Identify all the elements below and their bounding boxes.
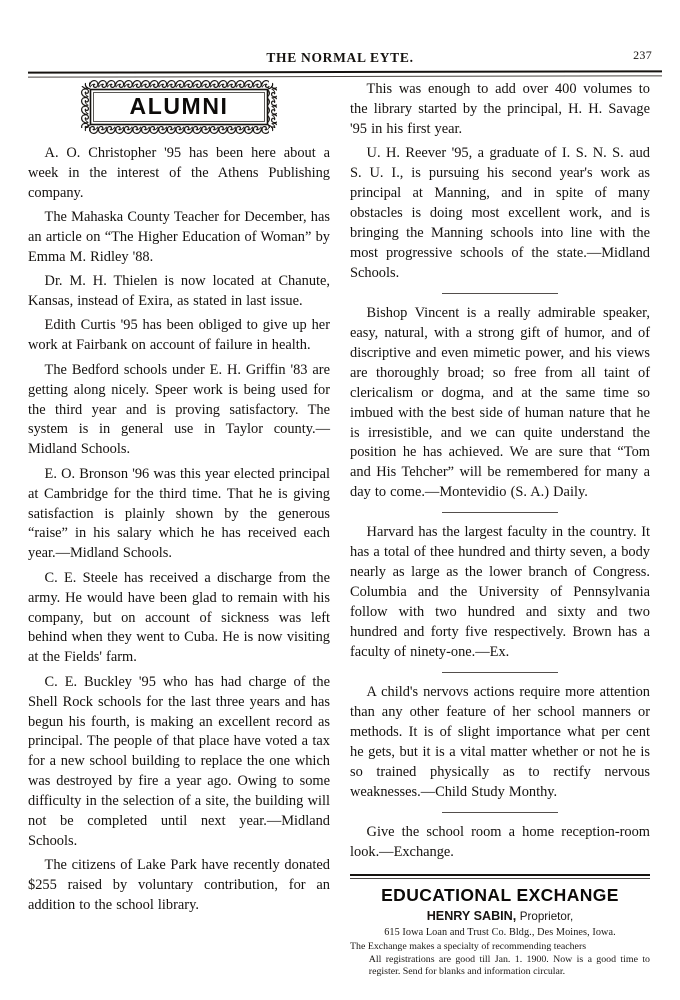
- page-number: 237: [633, 48, 652, 62]
- alumni-label: ALUMNI: [129, 92, 229, 119]
- advertisement-block: [350, 874, 650, 979]
- article-paragraph: Give the school room a home reception-room look.—Exchange.: [350, 824, 650, 860]
- advertisement-fine-line-2: All registrations are good till Jan. 1. 1900. Now is a good time to register. Send for blanks and information circular.: [368, 953, 650, 978]
- article-paragraph: C. E. Steele has received a discharge from the army. He would have been glad to remain with his company, but on account of sickness was left behind when they went to Cuba. He is now visiting at the Fields' farm.: [28, 569, 330, 666]
- advertisement-divider-rules: [350, 874, 650, 879]
- article-paragraph: A. O. Christopher '95 has been here about a week in the interest of the Athens Publishing company.: [28, 145, 330, 201]
- advertisement-rule-thick: [350, 874, 650, 876]
- advertisement-rule-thin: [350, 878, 650, 879]
- article-paragraph: The Mahaska County Teacher for December, has an article on “The Higher Education of Woman” by Emma M. Ridley '88.: [28, 209, 330, 265]
- advertisement-title: EDUCATIONAL EXCHANGE: [381, 885, 619, 906]
- article-paragraph: Bishop Vincent is a really admirable speaker, easy, natural, with a strong gift of humor, and of discriptive and even mimetic power, and his views are thoroughly broad; so free from all taint of clericalism or dogma, and at the same time so imbued with the best side of human nature that he is irresistible, and we can quite understand the position he has achieved. We are sure that “Tom and His Tehcher” will be remembered for many a day to come.—Montevidio (S. A.) Daily.: [350, 304, 650, 501]
- publication-title: THE NORMAL EYTE.: [266, 50, 414, 65]
- right-column: [350, 80, 650, 979]
- header-rule-thin: [28, 75, 662, 77]
- header-divider-rules: [28, 70, 662, 77]
- paragraph-separator-rule: [442, 672, 558, 673]
- article-paragraph: Edith Curtis '95 has been obliged to give up her work at Fairbank on account of failure in health.: [28, 317, 330, 354]
- header-rule-thick: [28, 70, 662, 74]
- article-paragraph: U. H. Reever '95, a graduate of I. S. N. S. aud S. U. I., is pursuing his second year's work as principal at Manning, and in spite of many obstacles is doing most excellent work, and is bringing the Manning schools into line with the most progressive schools of the state.—Midland Schools.: [350, 145, 650, 281]
- paragraph-separator-rule: [442, 293, 558, 294]
- article-paragraph: The Bedford schools under E. H. Griffin '83 are getting along nicely. Speer work is being used for the third year and is proving satisfactory. The system is in general use in Taylor county.—Midland Schools.: [28, 361, 330, 458]
- paragraph-separator-rule: [442, 812, 558, 813]
- paragraph-separator-rule: [442, 512, 558, 513]
- proprietor-role: Proprietor,: [519, 910, 574, 924]
- left-column: [28, 80, 330, 916]
- article-paragraph: This was enough to add over 400 volumes to the library started by the principal, H. H. Savage '95 in his first year.: [350, 81, 650, 137]
- article-paragraph: C. E. Buckley '95 who has had charge of the Shell Rock schools for the last three years and has begun his fourth, is making an excellent record as principal. The people of that place have voted a tax for a new school building to replace the one which was destroyed by fire a year ago. Owing to some difficulty in the selection of a site, the building will not be completed until next year.—Midland Schools.: [28, 673, 330, 850]
- article-paragraph: Dr. M. H. Thielen is now located at Chanute, Kansas, instead of Exira, as stated in last issue.: [28, 273, 330, 310]
- article-paragraph: E. O. Bronson '96 was this year elected principal at Cambridge for the third time. That he is giving satisfaction is plainly shown by the generous “raise” in his salary which he has received each year.—Midland Schools.: [28, 465, 330, 562]
- proprietor-name: HENRY SABIN,: [426, 909, 517, 924]
- article-paragraph: Harvard has the largest faculty in the country. It has a total of thee hundred and thirty seven, a body nearly as large as the lower branch of Congress. Columbia and the University of Pennsylvania follow with two hundred and sixty and two hundred and forty five respectively. Brown has a faculty of ninety-one.—Ex.: [350, 524, 650, 661]
- alumni-masthead: [81, 80, 277, 134]
- advertisement-address: 615 Iowa Loan and Trust Co. Bldg., Des Moines, Iowa.: [384, 927, 616, 939]
- advertisement-fine-print: [350, 941, 650, 978]
- running-head: [0, 50, 680, 70]
- advertisement-fine-line-1: The Exchange makes a specialty of recommending teachers: [350, 941, 587, 953]
- advertisement-proprietor: [350, 909, 650, 923]
- article-paragraph: The citizens of Lake Park have recently donated $255 raised by voluntary contribution, for an addition to the school library.: [28, 857, 330, 914]
- article-paragraph: A child's nervovs actions require more attention than any other feature of her school manners or methods. It is of slight importance what per cent he gets, but it is a vital matter whether or not he is so trained physically as to rectify nervous weaknesses.—Child Study Monthy.: [350, 684, 650, 800]
